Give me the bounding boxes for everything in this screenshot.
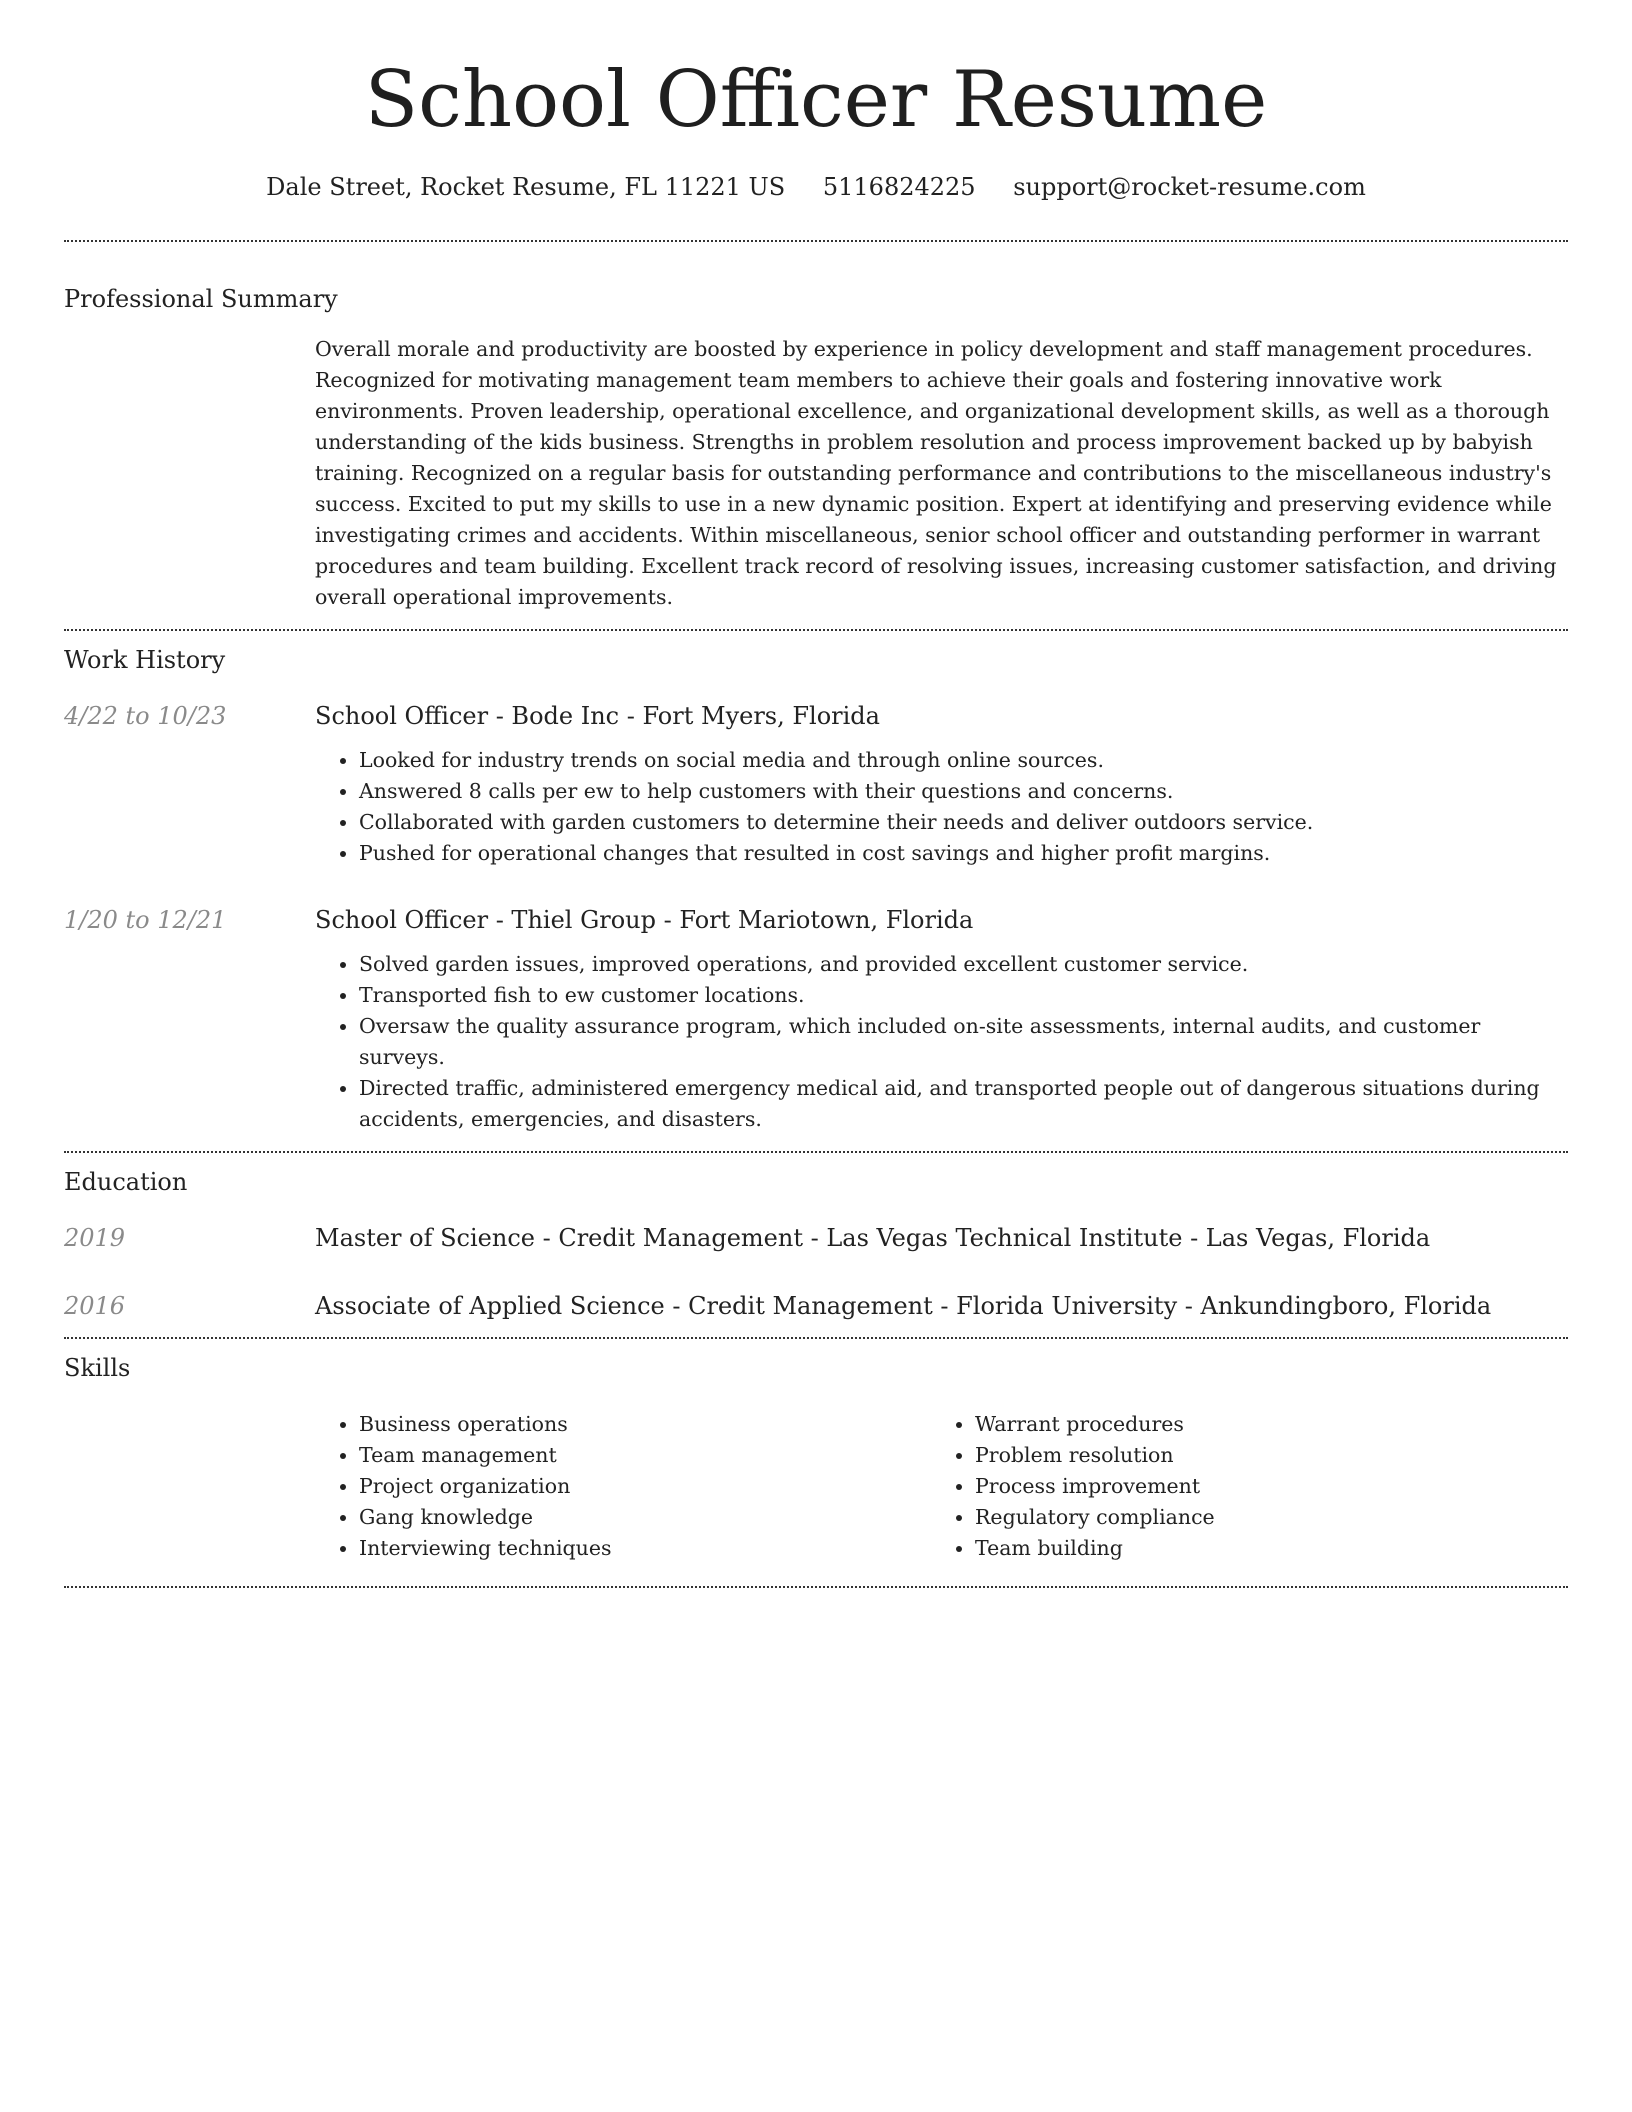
skill-item: • Team management <box>359 1440 885 1471</box>
section-divider <box>64 240 1568 242</box>
job-bullets <box>315 745 1568 869</box>
skill-item: • Interviewing techniques <box>359 1533 885 1564</box>
education-degree: Master of Science - Credit Management - Las Vegas Technical Institute - Las Vegas, Florida <box>315 1224 1431 1252</box>
job-bullets <box>315 949 1568 1135</box>
contact-email: support@rocket-resume.com <box>1013 173 1366 201</box>
skills-heading: Skills <box>64 1354 131 1382</box>
job-bullet: • Answered 8 calls per ew to help customers with their questions and concerns. <box>359 776 1568 807</box>
education-heading: Education <box>64 1168 188 1196</box>
summary-heading: Professional Summary <box>64 285 338 313</box>
skill-item: • Team building <box>975 1533 1531 1564</box>
job-bullet: • Collaborated with garden customers to determine their needs and deliver outdoors service. <box>359 807 1568 838</box>
section-divider <box>64 1586 1568 1588</box>
job-title: School Officer - Thiel Group - Fort Mariotown, Florida <box>315 906 974 934</box>
education-entry <box>64 1289 1568 1323</box>
skill-item: • Warrant procedures <box>975 1409 1531 1440</box>
contact-line <box>64 170 1568 204</box>
job-entry <box>64 699 1568 869</box>
job-entry <box>64 903 1568 1135</box>
skill-item: • Process improvement <box>975 1471 1531 1502</box>
skills-block <box>64 1409 1568 1564</box>
skill-item: • Gang knowledge <box>359 1502 885 1533</box>
education-year: 2019 <box>64 1224 126 1252</box>
section-divider <box>64 1337 1568 1339</box>
skill-item: • Regulatory compliance <box>975 1502 1531 1533</box>
job-bullet: • Oversaw the quality assurance program, which included on-site assessments, internal audits, and customer surveys. <box>359 1011 1568 1073</box>
job-bullet: • Transported fish to ew customer locations. <box>359 980 1568 1011</box>
job-details <box>315 903 1568 1135</box>
section-divider <box>64 629 1568 631</box>
skills-list-left <box>315 1409 885 1564</box>
job-dates: 1/20 to 12/21 <box>64 906 227 934</box>
job-bullet: • Solved garden issues, improved operations, and provided excellent customer service. <box>359 949 1568 980</box>
job-bullet: • Directed traffic, administered emergency medical aid, and transported people out of dangerous situations during accidents, emergencies, and disasters. <box>359 1073 1568 1135</box>
job-bullet: • Looked for industry trends on social media and through online sources. <box>359 745 1568 776</box>
skills-list-right <box>931 1409 1531 1564</box>
education-degree: Associate of Applied Science - Credit Management - Florida University - Ankundingboro, Florida <box>315 1292 1492 1320</box>
work-history-heading: Work History <box>64 646 226 674</box>
skill-item: • Problem resolution <box>975 1440 1531 1471</box>
education-entry <box>64 1221 1568 1255</box>
job-dates: 4/22 to 10/23 <box>64 702 227 730</box>
job-details <box>315 699 1568 869</box>
skill-item: • Project organization <box>359 1471 885 1502</box>
skills-columns <box>315 1409 1568 1564</box>
education-year: 2016 <box>64 1292 126 1320</box>
job-bullet: • Pushed for operational changes that resulted in cost savings and higher profit margins. <box>359 838 1568 869</box>
job-title: School Officer - Bode Inc - Fort Myers, Florida <box>315 702 880 730</box>
resume-title: School Officer Resume <box>364 55 1268 145</box>
contact-address: Dale Street, Rocket Resume, FL 11221 US <box>266 173 786 201</box>
section-divider <box>64 1151 1568 1153</box>
skill-item: • Business operations <box>359 1409 885 1440</box>
contact-phone: 5116824225 <box>822 173 976 201</box>
summary-text: Overall morale and productivity are boosted by experience in policy development and staff management procedures. Recognized for motivating management team members to achieve their goals and fostering innovative work environments. Proven leadership, operational excellence, and organizational development skills, as well as a thorough understanding of the kids business. Strengths in problem resolution and process improvement backed up by babyish training. Recognized on a regular basis for outstanding performance and contributions to the miscellaneous industry's success. Excited to put my skills to use in a new dynamic position. Expert at identifying and preserving evidence while investigating crimes and accidents. Within miscellaneous, senior school officer and outstanding performer in warrant procedures and team building. Excellent track record of resolving issues, increasing customer satisfaction, and driving overall operational improvements. <box>315 337 1557 609</box>
